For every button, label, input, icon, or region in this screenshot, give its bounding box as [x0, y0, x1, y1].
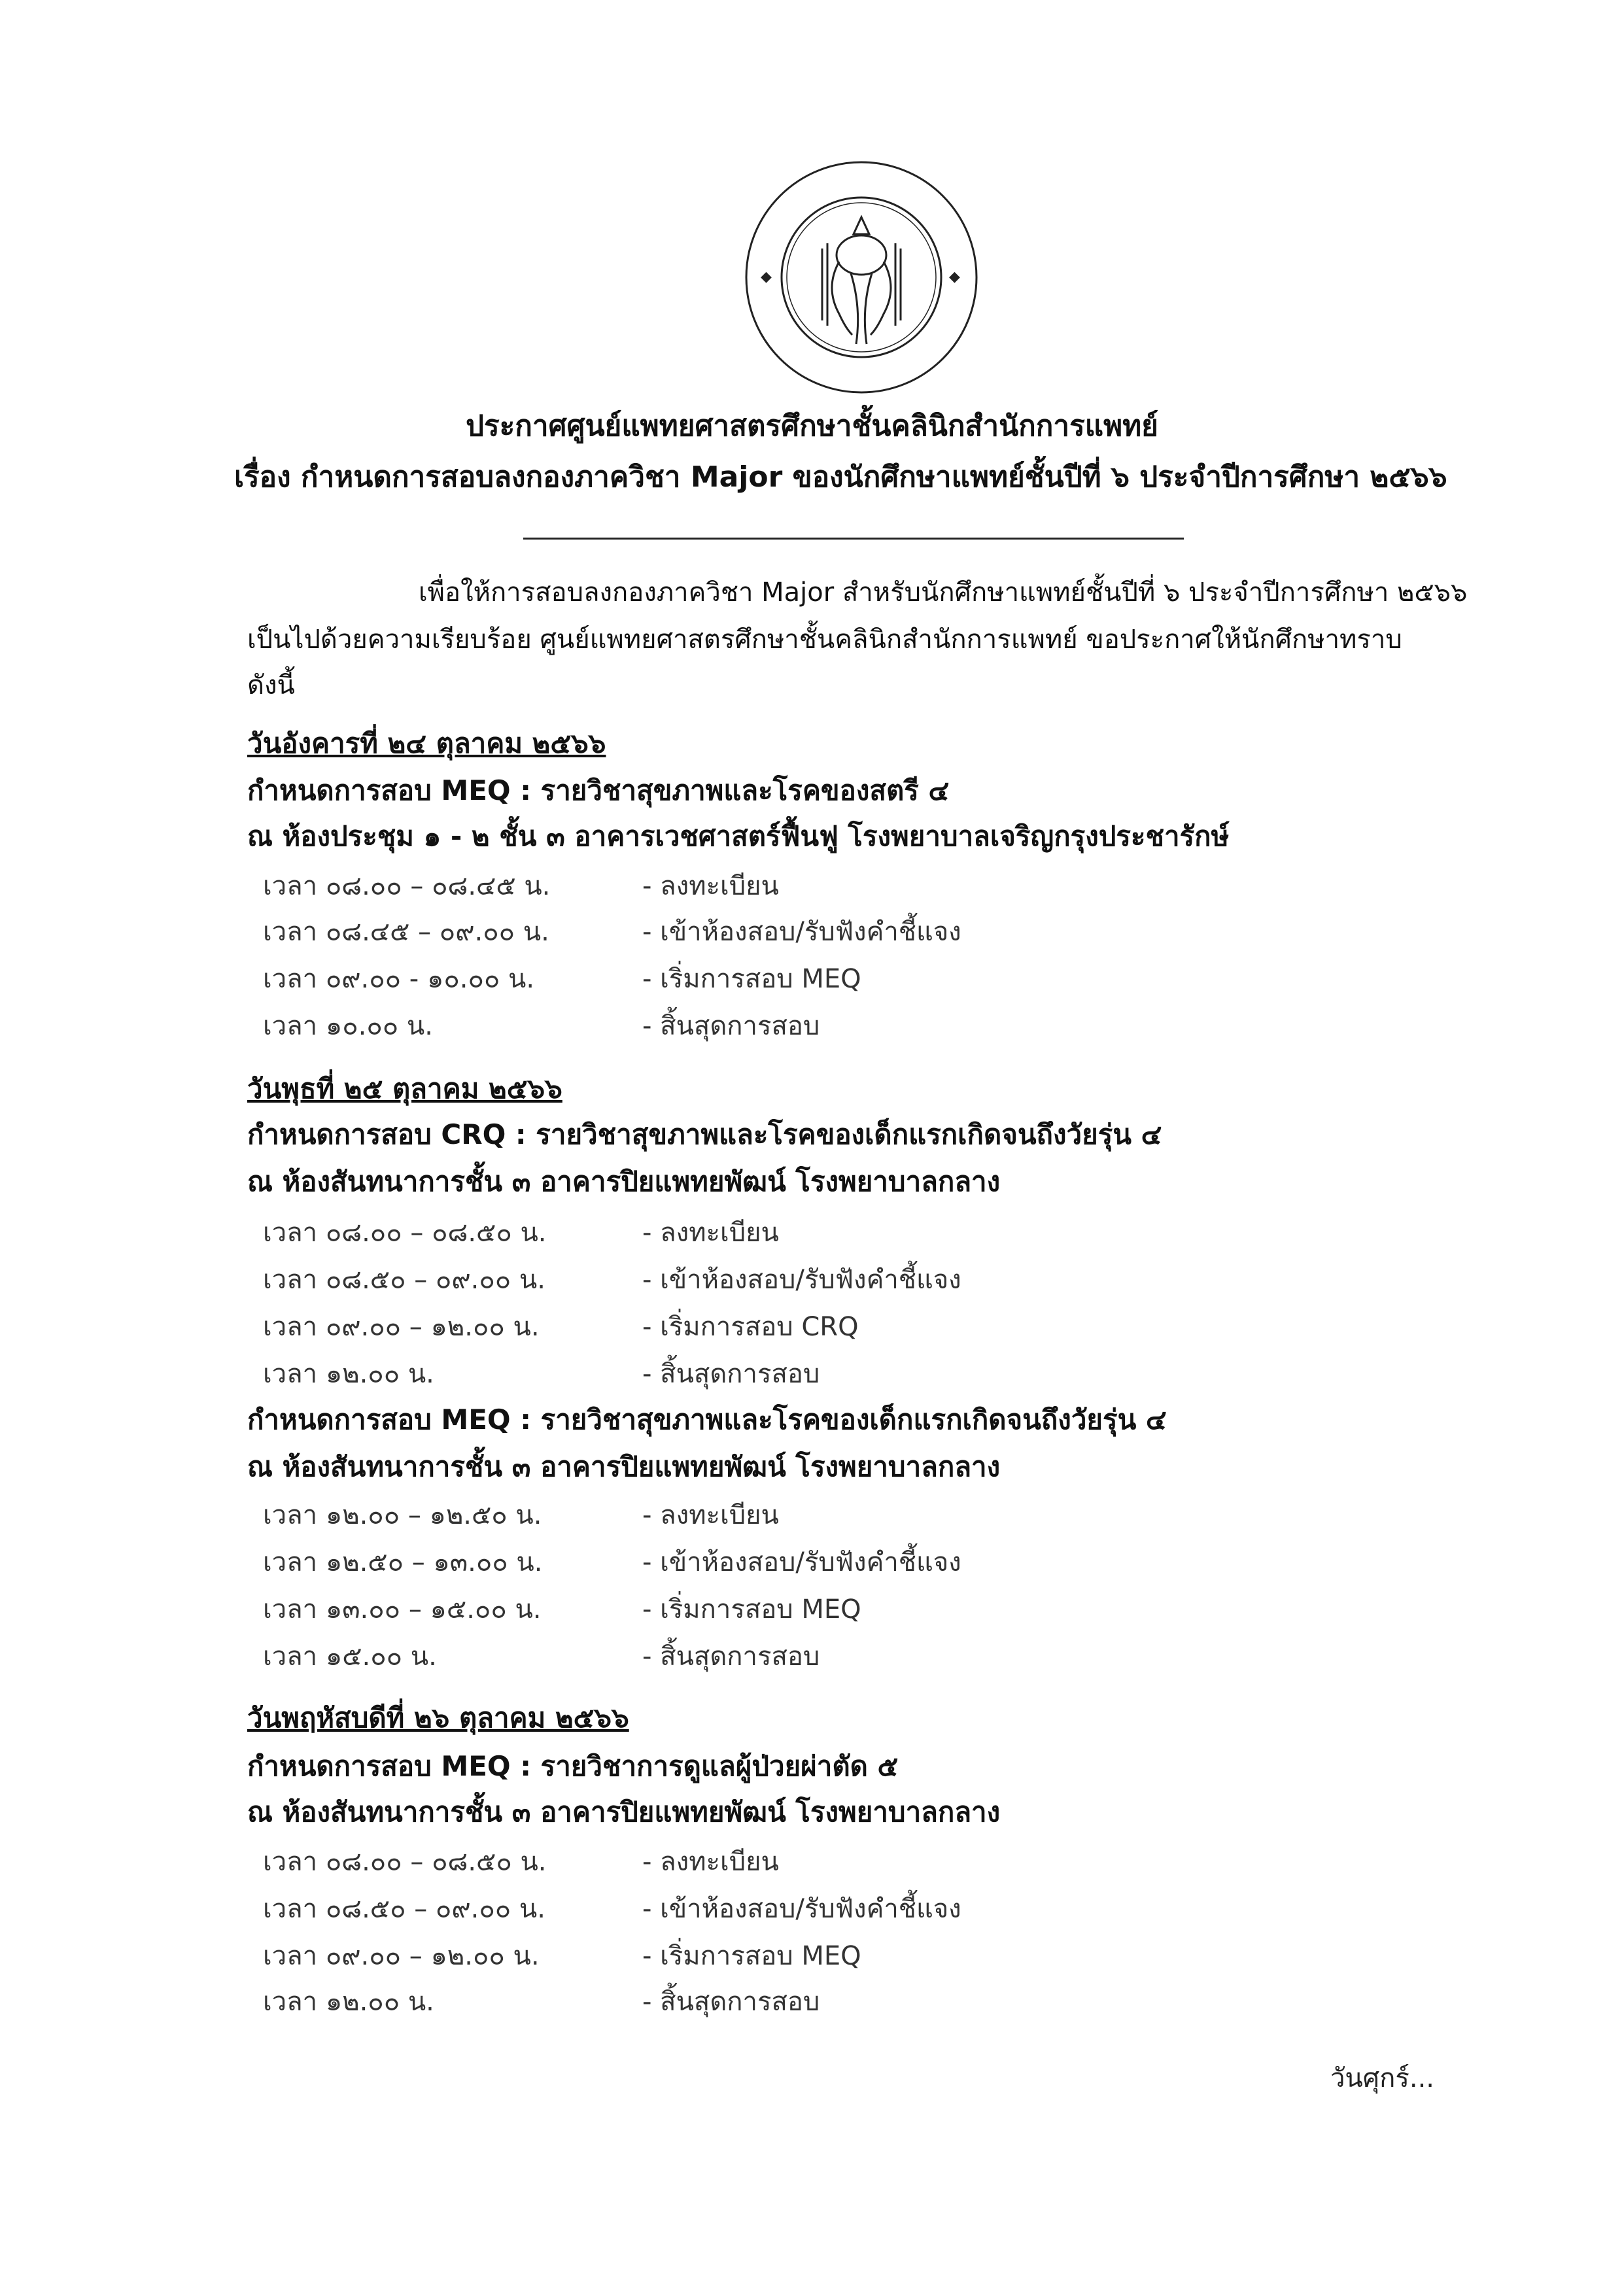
- day-1-exam: กำหนดการสอบ MEQ : รายวิชาสุขภาพและโรคของสตรี ๔: [247, 774, 950, 806]
- schedule-activity: - สิ้นสุดการสอบ: [642, 1642, 820, 1672]
- schedule-time: เวลา ๑๒.๐๐ – ๑๒.๕๐ น.: [263, 1500, 542, 1530]
- schedule-time: เวลา ๐๘.๕๐ – ๐๙.๐๐ น.: [263, 1265, 545, 1295]
- schedule-activity: - เข้าห้องสอบ/รับฟังคำชี้แจง: [642, 1894, 961, 1924]
- day-3-exam: กำหนดการสอบ MEQ : รายวิชาการดูแลผู้ป่วยผ่าตัด ๕: [247, 1750, 899, 1782]
- schedule-activity: - เริ่มการสอบ CRQ: [642, 1312, 859, 1342]
- schedule-activity: - ลงทะเบียน: [642, 871, 779, 901]
- day-2-venue-2: ณ ห้องสันทนาการชั้น ๓ อาคารปิยแพทยพัฒน์ โรงพยาบาลกลาง: [247, 1451, 1001, 1483]
- schedule-activity: - ลงทะเบียน: [642, 1218, 779, 1248]
- schedule-time: เวลา ๐๘.๐๐ – ๐๘.๕๐ น.: [263, 1218, 547, 1248]
- schedule-activity: - สิ้นสุดการสอบ: [642, 1987, 820, 2017]
- schedule-time: เวลา ๐๘.๕๐ – ๐๙.๐๐ น.: [263, 1894, 545, 1924]
- day-1-venue: ณ ห้องประชุม ๑ - ๒ ชั้น ๓ อาคารเวชศาสตร์ฟื้นฟู โรงพยาบาลเจริญกรุงประชารักษ์: [247, 820, 1230, 852]
- day-2-venue: ณ ห้องสันทนาการชั้น ๓ อาคารปิยแพทยพัฒน์ โรงพยาบาลกลาง: [247, 1165, 1001, 1197]
- intro-line-3: ดังนี้: [247, 670, 295, 700]
- schedule-activity: - ลงทะเบียน: [642, 1500, 779, 1530]
- day-3-venue: ณ ห้องสันทนาการชั้น ๓ อาคารปิยแพทยพัฒน์ โรงพยาบาลกลาง: [247, 1796, 1001, 1828]
- schedule-activity: - เข้าห้องสอบ/รับฟังคำชี้แจง: [642, 1547, 961, 1577]
- day-1-date: วันอังคารที่ ๒๔ ตุลาคม ๒๕๖๖: [247, 727, 606, 759]
- schedule-time: เวลา ๑๒.๕๐ – ๑๓.๐๐ น.: [263, 1547, 543, 1577]
- schedule-activity: - เริ่มการสอบ MEQ: [642, 1941, 861, 1971]
- continuation-footer: วันศุกร์...: [1330, 2063, 1434, 2093]
- schedule-time: เวลา ๐๘.๐๐ – ๐๘.๕๐ น.: [263, 1847, 547, 1877]
- day-2-date: วันพุธที่ ๒๕ ตุลาคม ๒๕๖๖: [247, 1073, 562, 1105]
- svg-text:◆: ◆: [949, 269, 960, 285]
- schedule-activity: - เริ่มการสอบ MEQ: [642, 964, 861, 994]
- day-3-date: วันพฤหัสบดีที่ ๒๖ ตุลาคม ๒๕๖๖: [247, 1702, 629, 1734]
- seal-emblem-icon: [741, 157, 982, 398]
- schedule-activity: - เข้าห้องสอบ/รับฟังคำชี้แจง: [642, 917, 961, 947]
- schedule-time: เวลา ๐๘.๐๐ – ๐๘.๔๕ น.: [263, 871, 551, 901]
- announcement-title: ประกาศศูนย์แพทยศาสตรศึกษาชั้นคลินิกสำนักการแพทย์: [466, 409, 1158, 443]
- schedule-time: เวลา ๐๙.๐๐ – ๑๒.๐๐ น.: [263, 1941, 540, 1971]
- organization-seal: [741, 157, 982, 398]
- day-2-exam-2: กำหนดการสอบ MEQ : รายวิชาสุขภาพและโรคของเด็กแรกเกิดจนถึงวัยรุ่น ๔: [247, 1403, 1167, 1436]
- schedule-time: เวลา ๐๘.๔๕ – ๐๙.๐๐ น.: [263, 917, 549, 947]
- announcement-subject: เรื่อง กำหนดการสอบลงกองภาควิชา Major ของนักศึกษาแพทย์ชั้นปีที่ ๖ ประจำปีการศึกษา ๒๕๖๖: [234, 460, 1447, 494]
- schedule-time: เวลา ๐๙.๐๐ – ๑๒.๐๐ น.: [263, 1312, 540, 1342]
- schedule-time: เวลา ๑๓.๐๐ – ๑๕.๐๐ น.: [263, 1594, 542, 1625]
- schedule-activity: - เริ่มการสอบ MEQ: [642, 1594, 861, 1625]
- title-divider: [523, 538, 1184, 540]
- day-2-exam: กำหนดการสอบ CRQ : รายวิชาสุขภาพและโรคของเด็กแรกเกิดจนถึงวัยรุ่น ๔: [247, 1118, 1162, 1150]
- schedule-activity: - สิ้นสุดการสอบ: [642, 1359, 820, 1389]
- svg-text:◆: ◆: [761, 269, 772, 285]
- intro-line-2: เป็นไปด้วยความเรียบร้อย ศูนย์แพทยศาสตรศึกษาชั้นคลินิกสำนักการแพทย์ ขอประกาศให้นักศึกษาทราบ: [247, 625, 1402, 655]
- schedule-time: เวลา ๑๕.๐๐ น.: [263, 1642, 437, 1672]
- intro-line-1: เพื่อให้การสอบลงกองภาควิชา Major สำหรับนักศึกษาแพทย์ชั้นปีที่ ๖ ประจำปีการศึกษา ๒๕๖๖: [419, 577, 1468, 608]
- schedule-activity: - เข้าห้องสอบ/รับฟังคำชี้แจง: [642, 1265, 961, 1295]
- schedule-activity: - ลงทะเบียน: [642, 1847, 779, 1877]
- schedule-time: เวลา ๐๙.๐๐ - ๑๐.๐๐ น.: [263, 964, 535, 994]
- schedule-activity: - สิ้นสุดการสอบ: [642, 1011, 820, 1041]
- schedule-time: เวลา ๑๐.๐๐ น.: [263, 1011, 433, 1041]
- schedule-time: เวลา ๑๒.๐๐ น.: [263, 1359, 434, 1389]
- schedule-time: เวลา ๑๒.๐๐ น.: [263, 1987, 434, 2017]
